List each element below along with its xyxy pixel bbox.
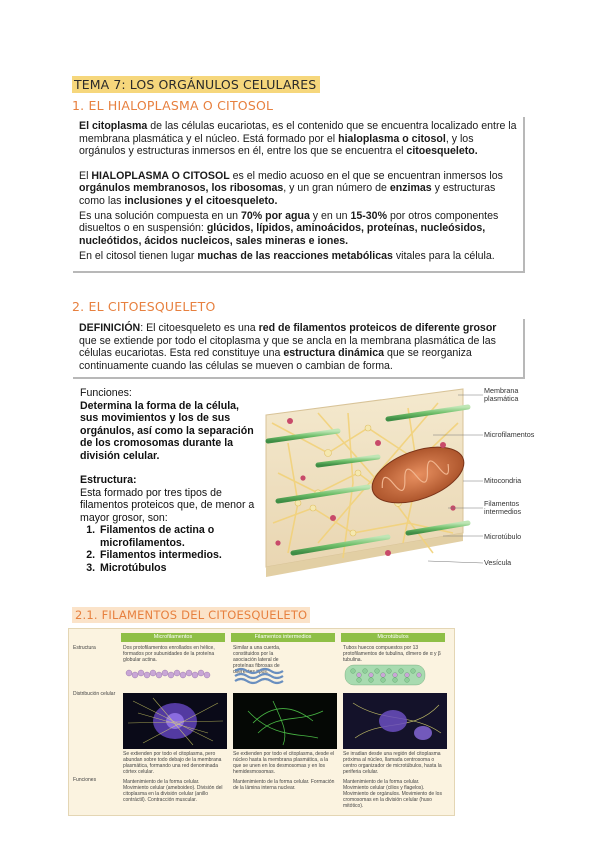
- text-run: y estructuras como las: [79, 182, 496, 207]
- section-heading-citoesqueleto: 2. EL CITOESQUELETO: [72, 299, 216, 314]
- text-run: por otros componentes disueltos o en suspensión:: [79, 209, 499, 235]
- label-membrana: Membrana plasmática: [484, 386, 519, 403]
- col-header-intermedios: Filamentos intermedios: [231, 633, 335, 642]
- text-run: hialoplasma o citosol: [338, 132, 446, 145]
- text-run: de las células eucariotas, es el contenido que se encuentra localizado entre la membrana plasmática y el núcleo. Está formado por el: [79, 120, 517, 145]
- text-run: inclusiones y el citoesqueleto.: [124, 194, 278, 207]
- text-run: vitales para la célula.: [392, 250, 495, 263]
- funciones-text: Determina la forma de la célula, sus movimientos y los de sus orgánulos, así como la separación de los cromosomas durante la división celular.: [80, 399, 254, 462]
- list-item: 2. Filamentos intermedios.: [98, 549, 258, 562]
- cell-estructura-inter: Similar a una cuerda, constituidos por la asociación lateral de proteínas fibrosas de diferentes tipos.: [233, 645, 281, 675]
- funciones-block: Funciones: Determina la forma de la célula, sus movimientos y los de sus orgánulos, así como la separación de los cromosomas durante la división celular. Estructura: Esta formado por tres tipos de filamentos proteicos que, de menor a mayor grosor, son: 1. Filamentos de actina o microfilamentos. 2. Filamentos intermedios. 3. Microtúbulos: [80, 387, 258, 574]
- text-run: red de filamentos proteicos de diferente grosor: [258, 322, 497, 334]
- label-microfilamentos: Microfilamentos: [484, 430, 535, 439]
- filament-list: [80, 524, 258, 574]
- text-run: En el citosol tienen lugar: [79, 250, 198, 263]
- list-item: 3. Microtúbulos: [98, 562, 258, 575]
- cell-funciones-tubulos: Mantenimiento de la forma celular. Movimiento celular (cilios y flagelos). Movimiento de orgánulos. Movimiento de los cromosomas en la división celular (huso mitótico).: [343, 779, 442, 809]
- list-item: 1. Filamentos de actina o microfilamentos.: [98, 524, 258, 549]
- cell-funciones-micro: Mantenimiento de la forma celular. Movimiento celular (ameboideo). División del citoplasma en la división celular (anillo contráctil). Contracción muscular.: [123, 779, 223, 803]
- text-run: El: [79, 169, 92, 182]
- cytoskeleton-figure: [258, 383, 535, 579]
- estructura-label: Estructura: [80, 474, 133, 486]
- estructura-text: Esta formado por tres tipos de filamentos proteicos que, de menor a mayor grosor, son:: [80, 486, 255, 524]
- filament-micrographs: [123, 693, 449, 749]
- col-header-microfilamentos: Microfilamentos: [121, 633, 225, 642]
- text-run: que se reorganiza continuamente cuando las células se mueven o cambian de forma.: [79, 347, 472, 372]
- definition-box: [73, 319, 525, 379]
- cell-funciones-inter: Mantenimiento de la forma celular. Formación de la lámina interna nuclear.: [233, 779, 335, 791]
- label-mitocondria: Mitocondria: [484, 476, 522, 485]
- filaments-table: [68, 628, 455, 816]
- text-run: DEFINICIÓN: [79, 322, 141, 334]
- text-run: citoesqueleto.: [406, 145, 478, 158]
- cell-distribucion-inter: Se extienden por todo el citoplasma, desde el núcleo hasta la membrana plasmática, a la que se unen en los desmosomas y en los hemidesmosomas.: [233, 751, 335, 775]
- text-run: enzimas: [389, 182, 432, 195]
- paragraph-reacciones: [79, 250, 517, 263]
- row-label-estructura: Estructura: [73, 645, 96, 651]
- cell-estructura-tubulos: Tubos huecos compuestos por 13 protofilamentos de tubulina, dímero de α y β tubulina.: [343, 645, 441, 663]
- text-run: 70% por agua: [240, 209, 310, 222]
- funciones-label: Funciones: [80, 387, 129, 399]
- text-run: 15-30%: [350, 209, 387, 222]
- text-run: es el medio acuoso en el que se encuentran inmersos los: [229, 169, 503, 182]
- hialoplasma-box: [73, 117, 525, 273]
- label-vesicula: Vesícula: [484, 558, 512, 567]
- cell-estructura-micro: Dos protofilamentos enrollados en hélice, formados por subunidades de la proteína globular actina.: [123, 645, 215, 663]
- label-filamentos-intermedios: Filamentos intermedios: [484, 499, 522, 516]
- filament-structure-drawings: [123, 663, 449, 689]
- text-run: que se extiende por todo el citoplasma y que se ancla en la membrana plasmática de las células eucariotas. Esta red constituye una: [79, 334, 496, 360]
- paragraph-hialoplasma: [79, 170, 517, 208]
- text-run: y en un: [309, 209, 351, 222]
- text-run: orgánulos membranosos, los ribosomas: [79, 182, 284, 195]
- text-run: El citoplasma: [79, 120, 148, 132]
- text-run: : El citoesqueleto es una: [140, 322, 259, 334]
- text-run: Es una solución compuesta en un: [79, 209, 241, 222]
- row-label-funciones: Funciones: [73, 777, 97, 783]
- section-heading-hialoplasma: 1. EL HIALOPLASMA O CITOSOL: [72, 98, 274, 113]
- text-run: estructura dinámica: [283, 347, 385, 360]
- paragraph-definicion: [79, 322, 517, 372]
- text-run: , y los orgánulos y estructuras inmersos en él, entre los que se encuentra el: [79, 132, 474, 158]
- text-run: , y un gran número de: [283, 182, 390, 195]
- page-title: TEMA 7: LOS ORGÁNULOS CELULARES: [72, 76, 320, 93]
- text-run: HIALOPLASMA O CITOSOL: [91, 169, 230, 182]
- label-microtubulo: Microtúbulo: [484, 532, 522, 541]
- cell-distribucion-tubulos: Se irradian desde una región del citoplasma próxima al núcleo, llamada centrosoma o centro organizador de microtúbulos, hasta la periferia celular.: [343, 751, 442, 775]
- text-run: muchas de las reacciones metabólicas: [197, 250, 393, 263]
- section-heading-filamentos: 2.1. FILAMENTOS DEL CITOESQUELETO: [72, 607, 310, 623]
- text-run: glúcidos, lípidos, aminoácidos, proteínas, nucleósidos, nucleótidos, ácidos nucleicos, sales mineras e iones.: [79, 222, 486, 247]
- row-label-distribucion: Distribución celular: [73, 691, 116, 697]
- paragraph-citoplasma: [79, 120, 517, 158]
- col-header-microtubulos: Microtúbulos: [341, 633, 445, 642]
- cell-distribucion-micro: Se extienden por todo el citoplasma, pero abundan sobre todo debajo de la membrana plasmática, formando una red denominada córtex celular.: [123, 751, 222, 775]
- paragraph-composicion: [79, 210, 517, 248]
